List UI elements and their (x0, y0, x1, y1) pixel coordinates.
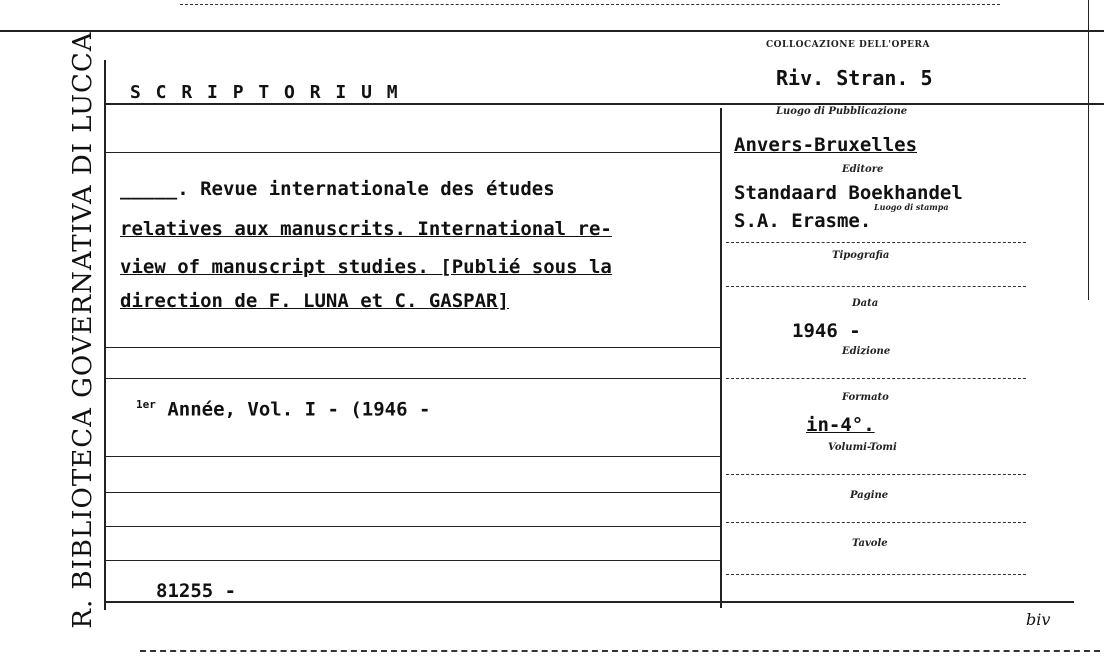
place-label: Luogo di Pubblicazione (776, 106, 908, 117)
library-name: R. BIBLIOTECA GOVERNATIVA DI LUCCA (68, 31, 98, 629)
volume-text: Année, Vol. I - (1946 - (155, 398, 431, 421)
volume-line (136, 398, 430, 420)
pages-label: Pagine (850, 490, 889, 501)
format-label: Formato (842, 392, 889, 403)
format-value: in-4°. (806, 414, 875, 436)
volume-ordinal: 1er (136, 398, 156, 411)
card-title: S C R I P T O R I U M (130, 82, 400, 103)
rule-line (104, 456, 720, 457)
top-edge-line (180, 4, 1000, 5)
volumes-label: Volumi-Tomi (828, 442, 897, 453)
card-top-border (0, 30, 1104, 32)
description-line-2: relatives aux manuscrits. International re- (120, 218, 612, 240)
plates-label: Tavole (852, 538, 888, 549)
rule-line (104, 526, 720, 527)
place-value: Anvers-Bruxelles (734, 134, 918, 156)
date-label: Data (852, 298, 879, 309)
rule-line (104, 601, 1074, 603)
rule-line (726, 574, 1026, 575)
rule-line (104, 347, 720, 348)
publisher-line-2: S.A. Erasme. (734, 210, 872, 232)
shelfmark (776, 66, 933, 90)
rule-line (104, 560, 720, 561)
right-edge-line (1088, 0, 1089, 300)
rule-line (726, 474, 1026, 475)
printer-label: Tipografia (832, 250, 890, 261)
collocation-header: COLLOCAZIONE DELL'OPERA (766, 40, 930, 50)
description-line-3: view of manuscript studies. [Publié sous la (120, 256, 612, 278)
rule-line (726, 286, 1026, 287)
date-value: 1946 - (792, 320, 861, 342)
left-margin-rule (104, 60, 106, 610)
accession-number: 81255 - (156, 580, 237, 602)
rule-line (726, 378, 1026, 379)
bottom-edge-line (140, 650, 1100, 652)
printing-place-label: Luogo di stampa (874, 202, 949, 212)
rule-line (104, 152, 720, 153)
rule-line (726, 242, 1026, 243)
rule-line (104, 103, 1104, 105)
field-column-rule (720, 108, 722, 608)
rule-line (104, 378, 720, 379)
rule-line (726, 522, 1026, 523)
edition-label: Edizione (842, 346, 891, 357)
rule-line (104, 492, 720, 493)
publisher-line-1: Standaard Boekhandel (734, 182, 963, 204)
corner-mark: biv (1026, 610, 1051, 629)
description-line-4: direction de F. LUNA et C. GASPAR] (120, 290, 509, 312)
shelfmark-text: Riv. Stran. 5 (776, 66, 933, 90)
description-line-1: _____. Revue internationale des études (120, 178, 555, 200)
publisher-label: Editore (842, 164, 884, 175)
library-side-label (58, 31, 108, 629)
